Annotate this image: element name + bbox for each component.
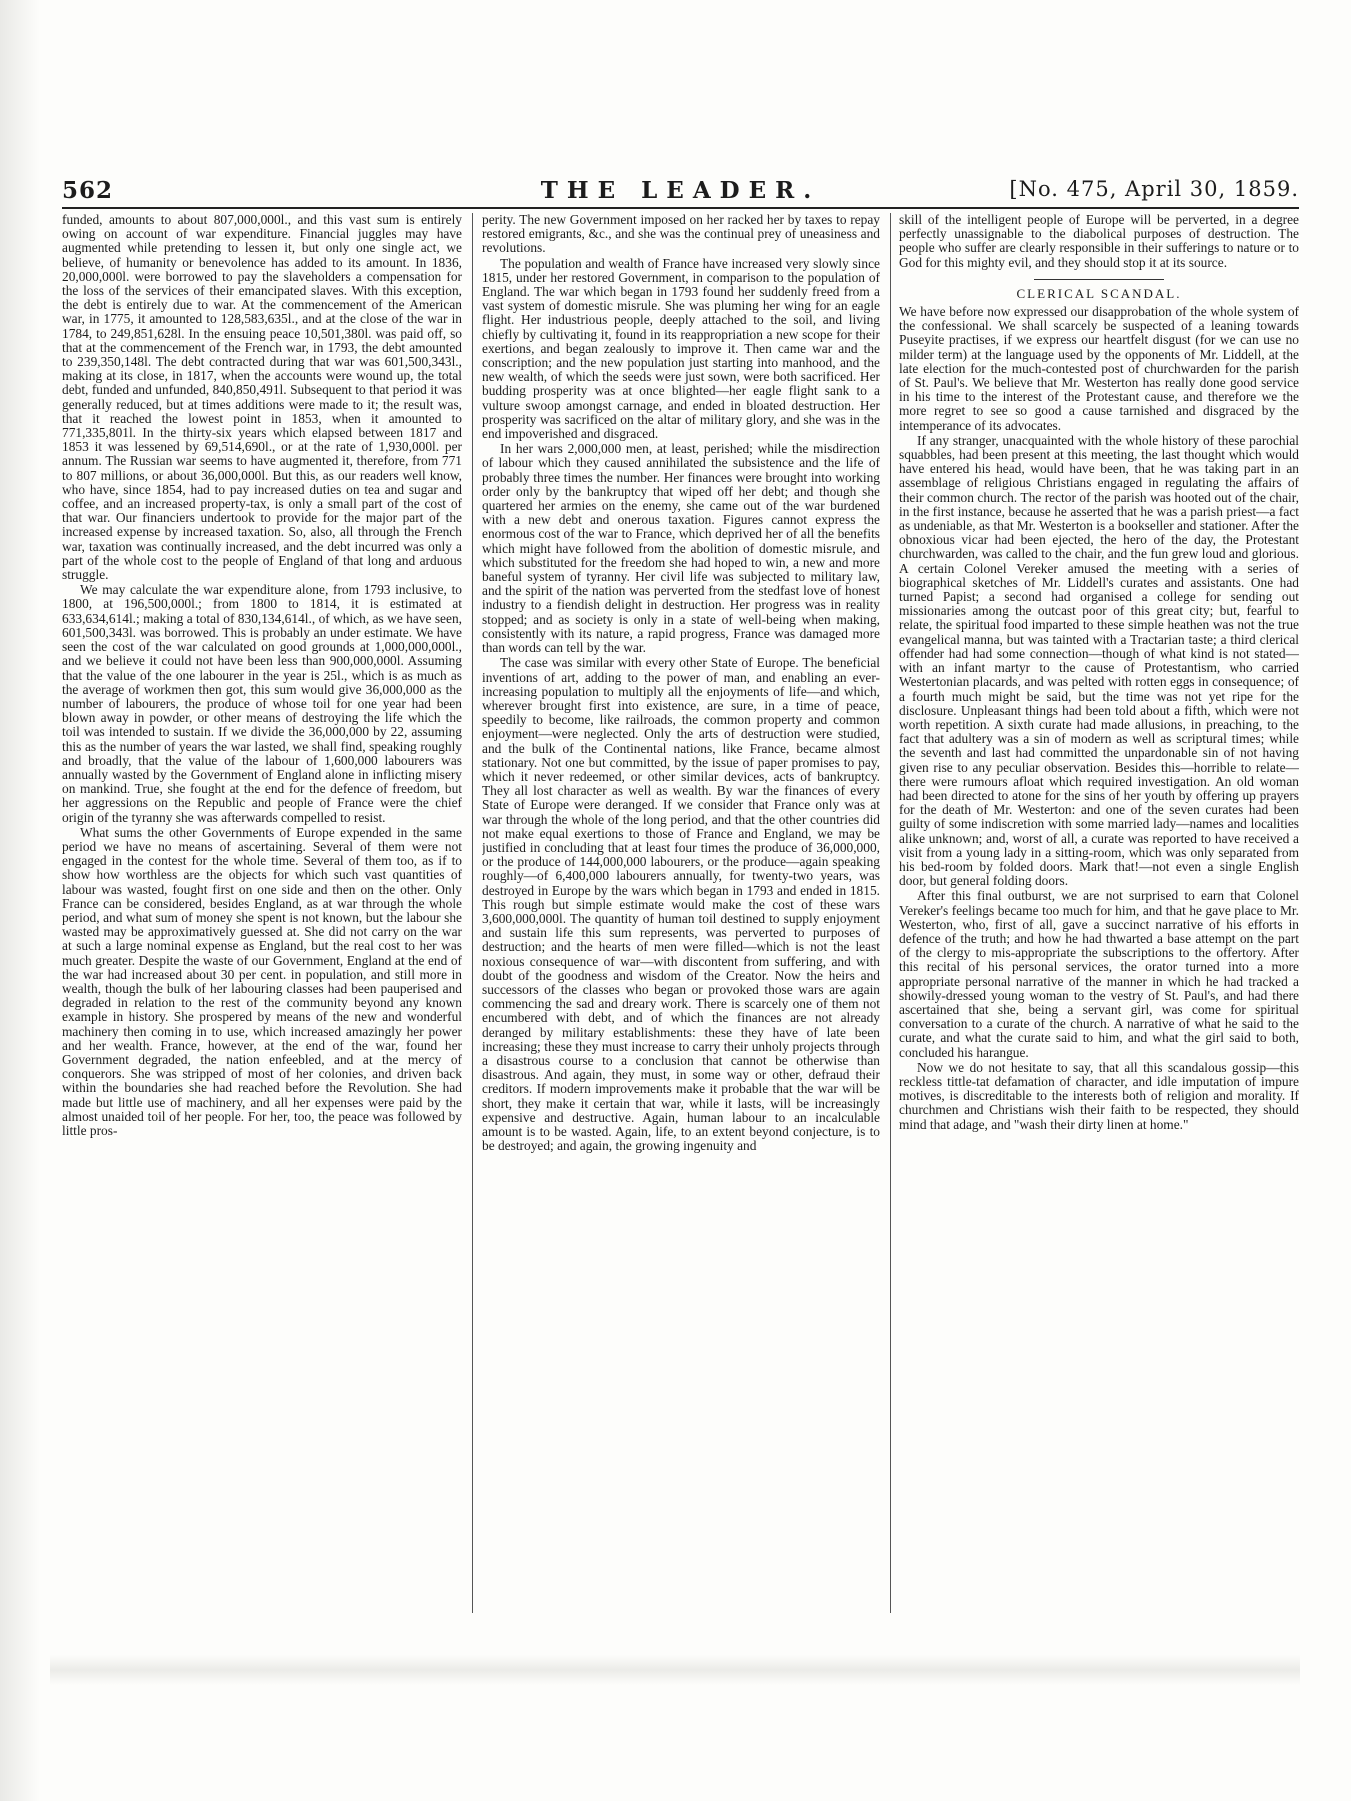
paragraph: Now we do not hesitate to say, that all this scandalous gossip—this reckless tittle-tat defamation of character, and idle imputation of impure motives, is discreditable to the interests both of religion and morality. If churchmen and Christians wish their faith to be respected, they should mind that adage, and "wash their dirty linen at home."	[899, 1059, 1299, 1132]
paragraph: The case was similar with every other State of Europe. The beneficial inventions of art, adding to the power of man, and enabling an ever-increasing population to multiply all the enjoyments of life—and which, wherever brought first into existence, are sure, in a time of peace, speedily to become, like railroads, the common property and common enjoyment—were neglected. Only the arts of destruction were studied, and the bulk of the Continental nations, like France, became almost stationary. Not one but committed, by the issue of paper promises to pay, which it never redeemed, or other similar devices, acts of bankruptcy. They all lost character as well as wealth. By war the finances of every State of Europe were deranged. If we consider that France only was at war through the whole of the long period, and that the other countries did not make equal exertions to those of France and England, we may be justified in concluding that at least four times the produce of 36,000,000, or the produce of 144,000,000 labourers, or the produce—again speaking roughly—of 6,400,000 labourers annually, for twenty-two years, was destroyed in Europe by the wars which began in 1793 and ended in 1815. This rough but simple estimate would make the cost of these wars 3,600,000,000l. The quantity of human toil destined to supply enjoyment and sustain life this sum represents, was perverted to purposes of destruction; and the hearts of men were filled—which is not the least noxious consequence of war—with discontent from suffering, and with doubt of the goodness and wisdom of the Creator. Now the heirs and successors of the classes who began or provoked those wars are again commencing the sad and dreary work. There is scarcely one of them not encumbered with debt, and of which the finances are not already deranged by military establishments: these they have of late been increasing; these they must increase to carry their unholy projects through a disastrous course to a conclusion that cannot be otherwise than disastrous. And again, they must, in some way or other, defraud their creditors. If modern improvements make it probable that the war will be short, they make it certain that war, while it lasts, will be increasingly expensive and destructive. Again, human labour to an incalculable amount is to be wasted. Again, life, to an extent beyond conjecture, is to be destroyed; and again, the growing ingenuity and	[482, 655, 880, 1154]
paragraph: skill of the intelligent people of Europe will be perverted, in a degree perfectly unassignable to the diabolical purposes of destruction. The people who suffer are clearly responsible in their sufferings to nature or to God for this mighty evil, and they should stop it at its source.	[899, 213, 1299, 270]
section-title: CLERICAL SCANDAL.	[1016, 285, 1182, 301]
paragraph: We may calculate the war expenditure alone, from 1793 inclusive, to 1800, at 196,500,000l.; from 1800 to 1814, it is estimated at 633,634,614l.; making a total of 830,134,614l., of which, as we have seen, 601,500,343l. was borrowed. This is probably an under estimate. We have seen the cost of the war calculated on good grounds at 1,000,000,000l., and we believe it could not have been less than 900,000,000l. Assuming that the value of the one labourer in the year is 25l., which is as much as the average of workmen then got, this sum would give 36,000,000 as the number of labourers, the produce of whose toil for one year had been blown away in powder, or other means of destroying the life which the toil was intended to sustain. If we divide the 36,000,000 by 22, assuming this as the number of years the war lasted, we shall find, speaking roughly and broadly, that the value of the labour of 1,600,000 labourers was annually wasted by the Government of England alone in inflicting misery on mankind. True, she fought at the end for the defence of freedom, but her aggressions on the Republic and people of France were the chief origin of the tyranny she was afterwards compelled to resist.	[62, 582, 462, 825]
paragraph: If any stranger, unacquainted with the whole history of these parochial squabbles, had been present at this meeting, the last thought which would have entered his head, would have been, that he was taking part in an assemblage of religious Christians engaged in regulating the affairs of their common church. The rector of the parish was hooted out of the chair, in the first instance, because he asserted that he was a parish priest—a fact as undeniable, as that Mr. Westerton is a bookseller and stationer. After the obnoxious vicar had been ejected, the hero of the day, the Protestant churchwarden, was called to the chair, and the fun grew loud and glorious. A certain Colonel Vereker amused the meeting with a series of biographical sketches of Mr. Liddell's curates and assistants. One had turned Papist; a second had organised a college for sending out missionaries among the outcast poor of this great city; but, fearful to relate, the spiritual food imparted to these simple heathen was not the true evangelical manna, but was tainted with a Tractarian taste; a third clerical offender had had some connection—though of what kind is not stated—with an infant martyr to the cause of Protestantism, who carried Westertonian placards, and was pelted with rotten eggs in consequence; of a fourth much might be said, but the time was not yet ripe for the disclosure. Unpleasant things had been told about a fifth, which were not worth repetition. A sixth curate had made allusions, in preaching, to the fact that adultery was a sin of modern as well as scriptural times; while the seventh and last had committed the unpardonable sin of not having given rise to any peculiar observation. Besides this—horrible to relate—there were rumours afloat which required investigation. An old woman had been directed to atone for the sins of her youth by offering up prayers for the death of Mr. Westerton: and one of the seven curates had been guilty of some indiscretion with some married lady—names and localities alike unknown; and, worst of all, a curate was reported to have received a visit from a young lady in a sitting-room, which was only separated from his bed-room by folded doors. Mark that!—not even a single English door, but general folding doors.	[899, 432, 1299, 889]
column-2	[482, 213, 880, 1613]
paragraph: After this final outburst, we are not surprised to earn that Colonel Vereker's feelings became too much for him, and that he gave place to Mr. Westerton, who, first of all, gave a succinct narrative of his efforts in defence of the truth; and how he had thwarted a base attempt on the part of the clergy to mis-appropriate the subscriptions to the offertory. After this recital of his personal services, the orator turned into a more appropriate personal narrative of the manner in which he had tracked a showily-dressed young woman to the vestry of St. Paul's, and had there ascertained that she, being a servant girl, was come for spiritual conversation to a curate of the church. A narrative of what he said to the curate, and what the curate said to him, and what the girl said to both, concluded his harangue.	[899, 888, 1299, 1060]
column-1	[62, 213, 462, 1613]
column-divider	[472, 213, 473, 1613]
column-divider	[890, 213, 891, 1613]
masthead	[62, 177, 1299, 207]
paragraph: funded, amounts to about 807,000,000l., and this vast sum is entirely owing on account of war expenditure. Financial juggles may have augmented while pretending to lessen it, but only one single act, we believe, of humanity or benevolence has added to its amount. In 1836, 20,000,000l. were borrowed to pay the slaveholders a compensation for the loss of the services of their emancipated slaves. With this exception, the debt is entirely due to war. At the commencement of the American war, in 1775, it amounted to 128,583,635l., and at the close of the war in 1784, to 249,851,628l. In the ensuing peace 10,501,380l. was paid off, so that at the commencement of the French war, in 1793, the debt amounted to 239,350,148l. The debt contracted during that war was 601,500,343l., making at its close, in 1817, when the accounts were wound up, the total debt, funded and unfunded, 840,850,491l. Subsequent to that period it was generally reduced, but at times additions were made to it; the result was, that it reached the lowest point in 1853, when it amounted to 771,335,801l. In the thirty-six years which elapsed between 1817 and 1853 it was lessened by 69,514,690l., or at the rate of 1,930,000l. per annum. The Russian war seems to have augmented it, therefore, from 771 to 807 millions, or about 36,000,000l. But this, as our readers well know, who have, since 1854, had to pay increased duties on tea and sugar and coffee, and an increased property-tax, is only a small part of the cost of that war. Our financiers undertook to provide for the major part of the increased expense by increased taxation. So, also, all through the French war, taxation was continually increased, and the debt incurred was only a part of the whole cost to the people of England of that long and arduous struggle.	[62, 213, 462, 583]
paragraph: We have before now expressed our disapprobation of the whole system of the confessional. We shall scarcely be suspected of a leaning towards Puseyite practises, if we express our heartfelt disgust (for we can use no milder term) at the language used by the opponents of Mr. Liddell, at the late election for the much-contested post of churchwarden for the parish of St. Paul's. We believe that Mr. Westerton has really done good service in his time to the interest of the Protestant cause, and therefore we the more regret to see so good a cause tarnished and disgraced by the intemperance of its advocates.	[899, 304, 1299, 433]
column-3	[899, 213, 1299, 1613]
paragraph: perity. The new Government imposed on her racked her by taxes to repay restored emigrants, &c., and she was the continual prey of uneasiness and revolutions.	[482, 213, 880, 256]
masthead-rule	[62, 207, 1299, 209]
paragraph: The population and wealth of France have increased very slowly since 1815, under her restored Government, in comparison to the population of England. The war which began in 1793 found her suddenly freed from a vast system of domestic misrule. She was pluming her wing for an eagle flight. Her industrious people, deeply attached to the soil, and living chiefly by cultivating it, found in its reappropriation a new scope for their exertions, and began zealously to improve it. Then came war and the conscription; and the new population just starting into manhood, and the new wealth, of which the seeds were just sown, were both sacrificed. Her budding prosperity was at once blighted—her eagle flight sank to a vulture swoop amongst carnage, and ended in bloated destruction. Her prosperity was sacrificed on the altar of military glory, and she was in the end impoverished and disgraced.	[482, 255, 880, 442]
scan-bottom-smudge	[50, 1655, 1300, 1685]
section-separator	[1034, 279, 1164, 280]
issue-info: [No. 475, April 30, 1859.	[1009, 177, 1299, 201]
paragraph: In her wars 2,000,000 men, at least, perished; while the misdirection of labour which they caused annihilated the subsistence and the life of probably three times the number. Her finances were brought into working order only by the bankruptcy that wiped off her debt; and though she quartered her armies on the enemy, she came out of the war burdened with a new debt and onerous taxation. Figures cannot express the enormous cost of the war to France, which deprived her of all the benefits which might have followed from the abolition of domestic misrule, and which substituted for the freedom she had hoped to win, a new and more baneful system of tyranny. Her civil life was subjected to military law, and the spirit of the nation was perverted from the stedfast love of honest industry to a fiendish delight in destruction. Her progress was in reality stopped; and as society is only in a state of well-being when making, consistently with its nature, a rapid progress, France was damaged more than words can tell by the war.	[482, 441, 880, 656]
newspaper-title: THE LEADER.	[540, 177, 821, 204]
paragraph: What sums the other Governments of Europe expended in the same period we have no means of ascertaining. Several of them were not engaged in the contest for the whole time. Several of them too, as if to show how worthless are the objects for which such vast quantities of labour was wasted, fought first on one side and then on the other. Only France can be considered, besides England, as at war through the whole period, and what sum of money she spent is not known, but the labour she wasted may be approximatively guessed at. She did not carry on the war at such a large nominal expense as England, but the real cost to her was much greater. Despite the waste of our Government, England at the end of the war had increased about 30 per cent. in population, and still more in wealth, though the bulk of her labouring classes had been pauperised and degraded in relation to the rest of the community beyond any known example in history. She prospered by means of the new and wonderful machinery then coming in to use, which increased amazingly her power and her wealth. France, however, at the end of the war, found her Government degraded, the nation enfeebled, and at the mercy of conquerors. She was stripped of most of her colonies, and driven back within the boundaries she had reached before the Revolution. She had made but little use of machinery, and all her expenses were paid by the almost unaided toil of her people. For her, too, the peace was followed by little pros-	[62, 824, 462, 1138]
scan-edge-shadow	[0, 0, 40, 1801]
page-number: 562	[62, 177, 114, 204]
